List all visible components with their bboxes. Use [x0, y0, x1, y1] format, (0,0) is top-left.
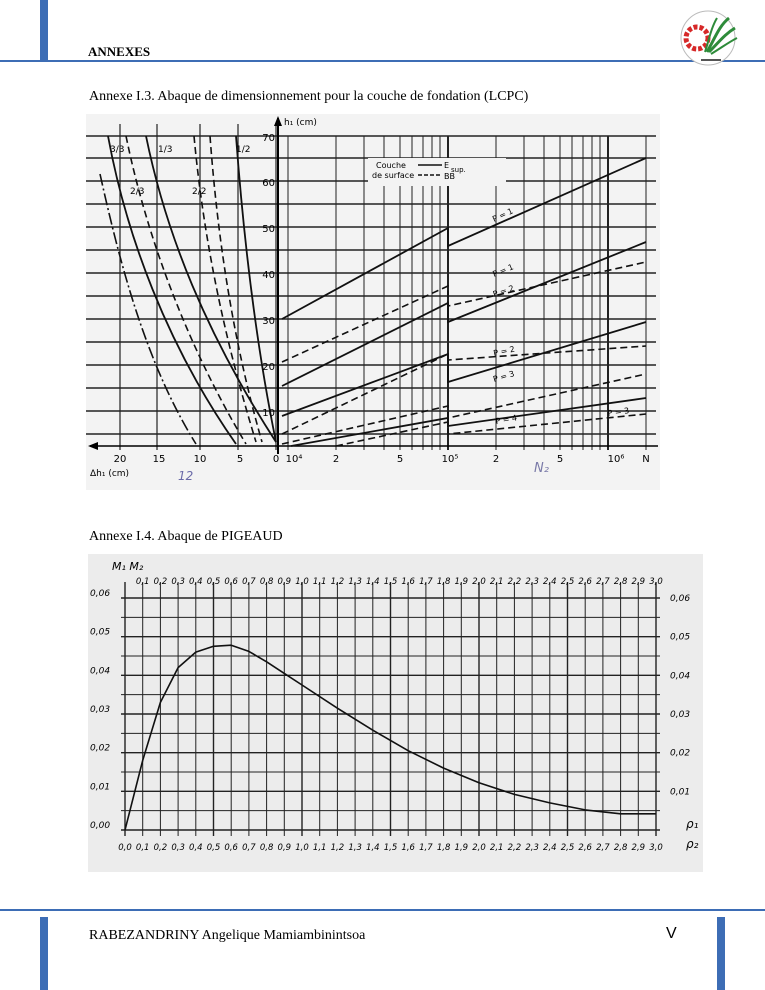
p-label: P = 3 — [607, 406, 630, 418]
x-tick-label-bottom: 0,6 — [224, 843, 238, 853]
delta-h-tick: 20 — [113, 454, 127, 465]
x-tick-label-top: 2,4 — [543, 577, 557, 587]
x-tick-label-bottom: 0,7 — [242, 843, 256, 853]
x-tick-label-bottom: 0,3 — [171, 843, 185, 853]
x-tick-label-bottom: 2,9 — [631, 843, 646, 853]
x-tick-label-top: 1,5 — [383, 577, 398, 587]
lcpc-abacus-figure — [86, 114, 660, 490]
y-tick-label-left: 0,02 — [90, 743, 111, 754]
x-tick-label-top: 0,1 — [135, 577, 150, 587]
handwritten-note: 12 — [178, 469, 194, 483]
pigeaud-abacus-figure — [88, 554, 703, 872]
x-tick-label-top: 2,7 — [596, 577, 610, 587]
x-tick-label-bottom: 1,7 — [419, 843, 433, 853]
n-tick: 10⁶ — [607, 454, 625, 465]
x-tick-label-bottom: 2,4 — [543, 843, 557, 853]
y-tick-label-right: 0,06 — [670, 594, 691, 604]
x-tick-label-top: 1,4 — [366, 577, 380, 587]
curve-label: 1/3 — [158, 145, 173, 155]
x-tick-label-top: 2,5 — [560, 577, 575, 587]
h-tick: 60 — [262, 178, 275, 189]
x-tick-label-top: 0,8 — [259, 577, 274, 587]
x-tick-label-bottom: 0,1 — [135, 843, 150, 853]
x-tick-label-top: 2,1 — [489, 577, 504, 587]
x-tick-label-top: 2,6 — [578, 577, 592, 587]
n-axis-label: N — [642, 454, 650, 465]
footer-rule — [0, 909, 765, 911]
y-tick-label-right: 0,05 — [670, 632, 691, 643]
footer-accent-bar-left — [40, 917, 48, 990]
x-tick-label-bottom: 2,2 — [507, 843, 522, 853]
h-tick: 10 — [262, 408, 275, 419]
n-tick: 5 — [556, 454, 564, 465]
x-tick-label-top: 1,0 — [295, 577, 309, 587]
institution-logo — [671, 8, 745, 68]
x-tick-label-bottom: 2,7 — [596, 843, 610, 853]
x-tick-label-top: 0,4 — [189, 577, 203, 587]
lcpc-legend — [368, 158, 506, 186]
x-tick-label-top: 2,0 — [472, 577, 486, 587]
x-tick-label-bottom: 0,8 — [259, 843, 274, 853]
handwritten-note: N₂ — [534, 461, 549, 476]
svg-text:BB: BB — [444, 172, 455, 181]
y-tick-label-left: 0,06 — [90, 589, 111, 599]
x-tick-label-top: 0,5 — [206, 577, 221, 587]
svg-text:de surface: de surface — [372, 171, 415, 180]
y-tick-label-left: 0,01 — [90, 782, 111, 793]
x-tick-label-bottom: 0,2 — [153, 843, 168, 853]
x-tick-label-bottom: 2,6 — [578, 843, 592, 853]
header-rule — [0, 60, 765, 62]
p-label: P = 3 — [492, 369, 516, 384]
h-axis-label: h₁ (cm) — [284, 118, 317, 128]
p-label: P = 1 — [491, 262, 515, 279]
x-tick-label-top: 2,8 — [613, 577, 628, 587]
figure-caption-lcpc: Annexe I.3. Abaque de dimensionnement pour la couche de fondation (LCPC) — [89, 89, 529, 104]
curve-label: 2/2 — [192, 187, 207, 197]
p-label: P = 4 — [494, 413, 518, 426]
x-tick-label-bottom: 0,9 — [277, 843, 292, 853]
x-axis-label-top: ρ₁ — [686, 817, 699, 831]
p-label: P = 1 — [491, 206, 515, 224]
footer-accent-bar-right — [717, 917, 725, 990]
y-tick-label-right: 0,03 — [670, 710, 691, 720]
y-axis-label: M₁ M₂ — [112, 560, 144, 573]
y-tick-label-right: 0,04 — [670, 671, 691, 682]
svg-text:E: E — [444, 161, 450, 170]
y-tick-label-left: 0,04 — [90, 666, 111, 677]
x-tick-label-bottom: 1,3 — [348, 843, 362, 853]
delta-h-tick: 0 — [272, 454, 280, 465]
x-tick-label-top: 0,6 — [224, 577, 238, 587]
footer-author: RABEZANDRINY Angelique Mamiambinintsoa — [89, 928, 366, 943]
delta-h-tick: 5 — [236, 454, 244, 465]
x-tick-label-bottom: 0,4 — [189, 843, 203, 853]
n-tick: 2 — [332, 454, 340, 465]
delta-h-axis-label: Δh₁ (cm) — [90, 469, 130, 479]
x-axis-label-bottom: ρ₂ — [686, 837, 699, 851]
x-tick-label-bottom: 2,3 — [525, 843, 539, 853]
figure-caption-pigeaud: Annexe I.4. Abaque de PIGEAUD — [89, 529, 283, 544]
x-tick-label-top: 2,9 — [631, 577, 646, 587]
p-label: P = 2 — [492, 344, 516, 358]
x-tick-label-top: 2,3 — [525, 577, 539, 587]
x-tick-label-top: 0,7 — [242, 577, 256, 587]
x-tick-label-bottom: 2,5 — [560, 843, 575, 853]
h-tick: 40 — [262, 270, 275, 281]
y-tick-label-right: 0,01 — [670, 787, 691, 798]
x-tick-label-top: 0,9 — [277, 577, 292, 587]
x-tick-label-bottom: 3,0 — [649, 843, 663, 853]
n-tick: 10⁴ — [285, 454, 303, 465]
p-label: P = 2 — [491, 283, 516, 299]
svg-text:sup.: sup. — [451, 166, 466, 174]
curve-label: 1/2 — [236, 145, 251, 155]
delta-h-tick: 15 — [152, 454, 166, 465]
x-tick-label-top: 1,1 — [312, 577, 327, 587]
curve-label: 2/3 — [130, 187, 145, 197]
x-tick-label-top: 1,3 — [348, 577, 362, 587]
y-tick-label-right: 0,02 — [670, 748, 691, 759]
x-tick-label-bottom: 1,4 — [366, 843, 380, 853]
curve-label: 3/3 — [110, 145, 125, 155]
y-tick-label-left: 0,05 — [90, 627, 111, 638]
x-tick-label-top: 1,8 — [436, 577, 451, 587]
x-tick-label-top: 1,2 — [330, 577, 345, 587]
page-number: V — [666, 925, 677, 942]
y-tick-label-left: 0,00 — [90, 821, 111, 831]
h-tick: 20 — [262, 362, 275, 373]
x-tick-label-top: 3,0 — [649, 577, 663, 587]
x-tick-label-bottom: 1,1 — [312, 843, 327, 853]
svg-text:Couche: Couche — [376, 161, 406, 170]
x-tick-label-top: 1,7 — [419, 577, 433, 587]
x-tick-label-bottom: 1,8 — [436, 843, 451, 853]
x-tick-label-bottom: 1,5 — [383, 843, 398, 853]
header-accent-bar — [40, 0, 48, 60]
h-tick: 70 — [262, 133, 275, 144]
x-tick-label-top: 0,2 — [153, 577, 168, 587]
n-tick: 10⁵ — [441, 454, 459, 465]
x-tick-label-top: 2,2 — [507, 577, 522, 587]
x-tick-label-bottom: 1,6 — [401, 843, 415, 853]
n-tick: 2 — [492, 454, 500, 465]
x-tick-label-bottom: 1,9 — [454, 843, 469, 853]
h-tick: 30 — [262, 316, 275, 327]
x-tick-label-bottom: 0,5 — [206, 843, 221, 853]
x-tick-label-bottom: 1,0 — [295, 843, 309, 853]
n-tick: 5 — [396, 454, 404, 465]
h-tick: 50 — [262, 224, 275, 235]
header-title: ANNEXES — [88, 44, 151, 59]
x-tick-label-top: 1,9 — [454, 577, 469, 587]
x-tick-label-bottom: 2,8 — [613, 843, 628, 853]
delta-h-tick: 10 — [193, 454, 207, 465]
y-tick-label-left: 0,03 — [90, 705, 111, 715]
x-tick-label-top: 1,6 — [401, 577, 415, 587]
x-tick-label-bottom: 2,0 — [472, 843, 486, 853]
x-tick-label-bottom: 1,2 — [330, 843, 345, 853]
x-tick-label-bottom: 0,0 — [118, 843, 132, 853]
x-tick-label-bottom: 2,1 — [489, 843, 504, 853]
x-tick-label-top: 0,3 — [171, 577, 185, 587]
